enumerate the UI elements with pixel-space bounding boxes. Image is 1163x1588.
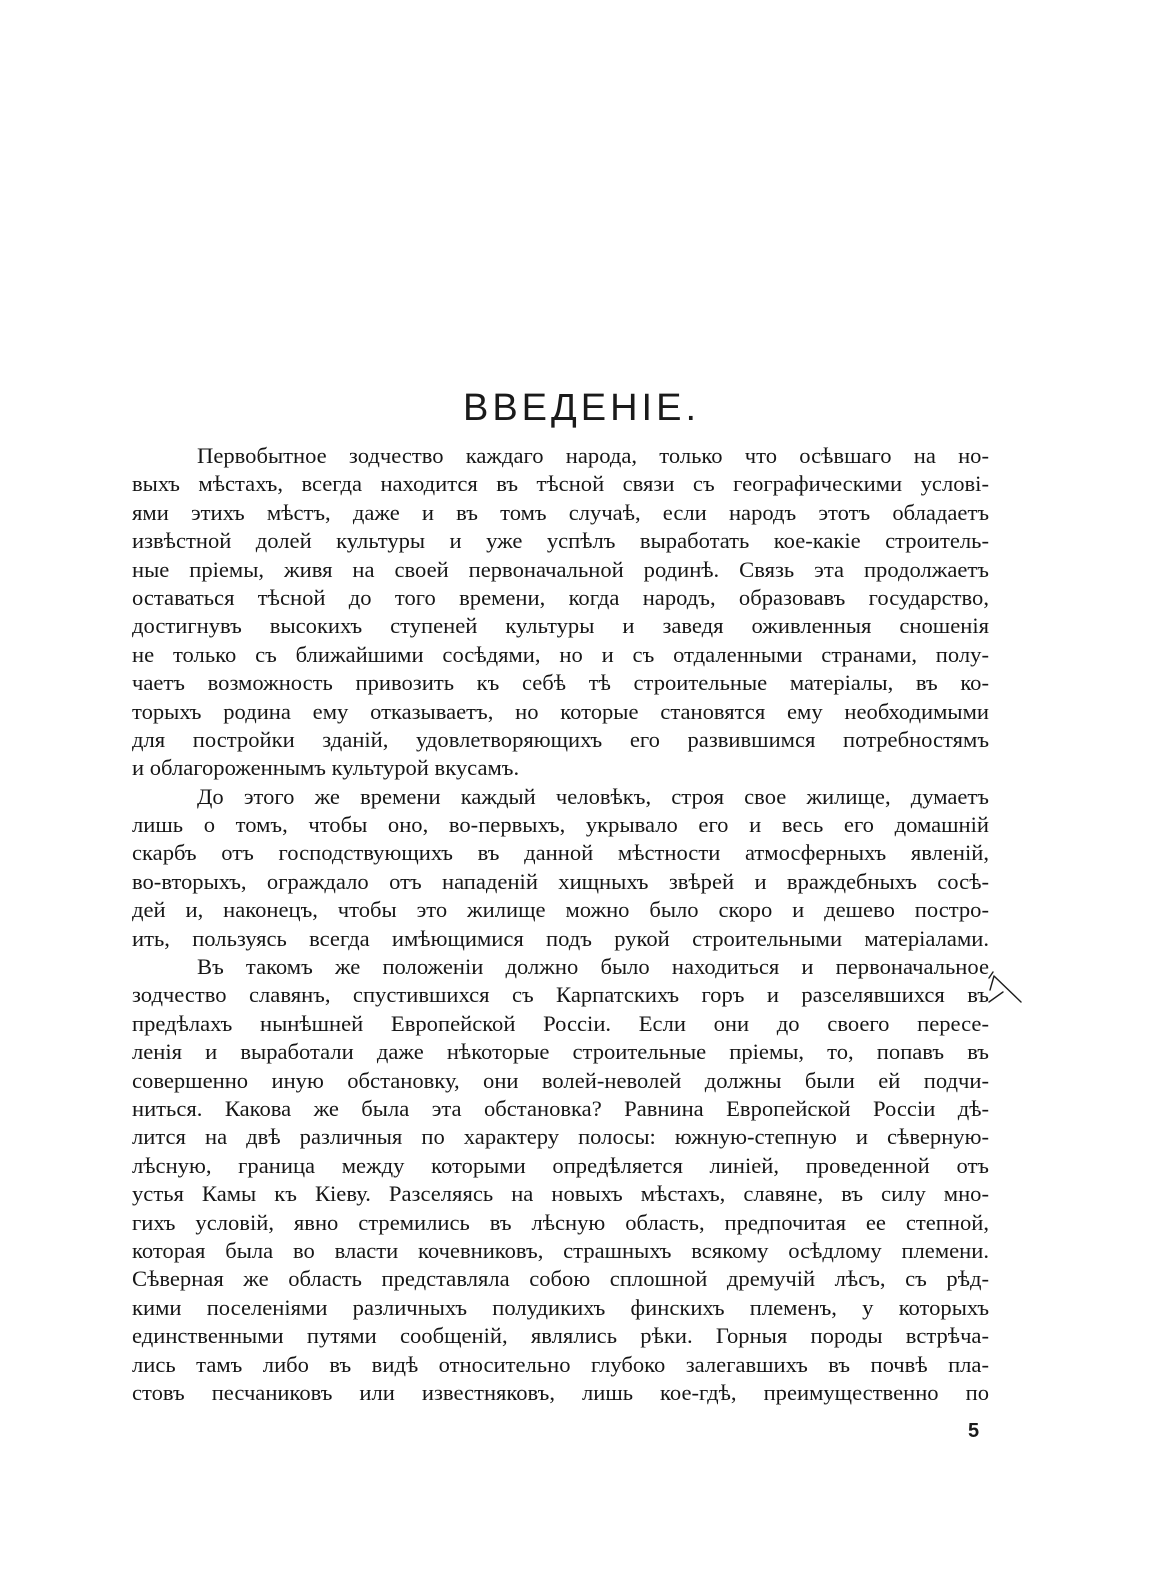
text-line: ями этихъ мѣстъ, даже и въ томъ случаѣ, если народъ этотъ обладаетъ <box>132 499 989 525</box>
text-line: гихъ условій, явно стремились въ лѣсную область, предпочитая ее степной, <box>132 1209 989 1235</box>
text-line: единственными путями сообщеній, являлись рѣки. Горныя породы встрѣча- <box>132 1323 989 1349</box>
text-line: во-вторыхъ, ограждало отъ нападеній хищныхъ звѣрей и враждебныхъ сосѣ- <box>132 868 989 894</box>
text-line: ниться. Какова же была эта обстановка? Равнина Европейской Россіи дѣ- <box>132 1095 989 1121</box>
body-text <box>132 442 989 1407</box>
text-line: лишь о томъ, чтобы оно, во-первыхъ, укрывало его и весь его домашній <box>132 812 989 838</box>
text-line: достигнувъ высокихъ ступеней культуры и заведя оживленныя сношенія <box>132 613 989 639</box>
text-line: До этого же времени каждый человѣкъ, строя свое жилище, думаетъ <box>197 783 989 809</box>
text-line: Первобытное зодчество каждаго народа, только что осѣвшаго на но- <box>197 443 989 468</box>
text-line: устья Камы къ Кіеву. Разселяясь на новыхъ мѣстахъ, славяне, въ силу мно- <box>132 1181 989 1207</box>
text-line: не только съ ближайшими сосѣдями, но и съ отдаленными странами, полу- <box>132 641 989 667</box>
text-line: стовъ песчаниковъ или известняковъ, лишь кое-гдѣ, преимущественно по <box>132 1379 989 1405</box>
text-line: для постройки зданій, удовлетворяющихъ его развившимся потребностямъ <box>132 726 989 752</box>
text-line: и облагороженнымъ культурой вкусамъ. <box>132 755 520 781</box>
text-line: зодчество славянъ, спустившихся съ Карпатскихъ горъ и разселявшихся въ <box>132 982 989 1008</box>
text-line: извѣстной долей культуры и уже успѣлъ выработать кое-какіе строитель- <box>132 528 989 554</box>
text-line: кими поселеніями различныхъ полудикихъ финскихъ племенъ, у которыхъ <box>132 1294 989 1320</box>
text-line: скарбъ отъ господствующихъ въ данной мѣстности атмосферныхъ явленій, <box>132 840 989 866</box>
text-line: Сѣверная же область представляла собою сплошной дремучій лѣсъ, съ рѣд- <box>132 1266 989 1292</box>
margin-mark-icon <box>985 968 1025 1018</box>
text-line: лись тамъ либо въ видѣ относительно глубоко залегавшихъ въ почвѣ пла- <box>132 1351 989 1377</box>
text-line: дей и, наконецъ, чтобы это жилище можно было скоро и дешево постро- <box>132 897 989 923</box>
text-line: ные пріемы, живя на своей первоначальной родинѣ. Связь эта продолжаетъ <box>132 556 989 582</box>
text-line: предѣлахъ нынѣшней Европейской Россіи. Если они до своего пересе- <box>132 1010 989 1036</box>
text-line: ленія и выработали даже нѣкоторые строительные пріемы, то, попавъ въ <box>132 1039 989 1065</box>
text-line: ить, пользуясь всегда имѣющимися подъ рукой строительными матеріалами. <box>132 925 989 951</box>
chapter-title: ВВЕДЕНІЕ. <box>462 387 701 430</box>
text-line: совершенно иную обстановку, они волей-неволей должны были ей подчи- <box>132 1067 989 1093</box>
text-line: лится на двѣ различныя по характеру полосы: южную-степную и сѣверную- <box>132 1124 989 1150</box>
text-line: Въ такомъ же положеніи должно было находиться и первоначальное <box>197 954 989 980</box>
text-line: выхъ мѣстахъ, всегда находится въ тѣсной связи съ географическими услові- <box>132 471 989 497</box>
text-line: которая была во власти кочевниковъ, страшныхъ всякому осѣдлому племени. <box>132 1237 989 1263</box>
text-line: оставаться тѣсной до того времени, когда народъ, образовавъ государство, <box>132 584 989 610</box>
text-line: лѣсную, граница между которыми опредѣляется линіей, проведенной отъ <box>132 1152 989 1178</box>
text-line: торыхъ родина ему отказываетъ, но которые становятся ему необходимыми <box>132 698 989 724</box>
text-line: чаетъ возможность привозить къ себѣ тѣ строительные матеріалы, въ ко- <box>132 670 989 696</box>
page-number: 5 <box>968 1420 980 1442</box>
